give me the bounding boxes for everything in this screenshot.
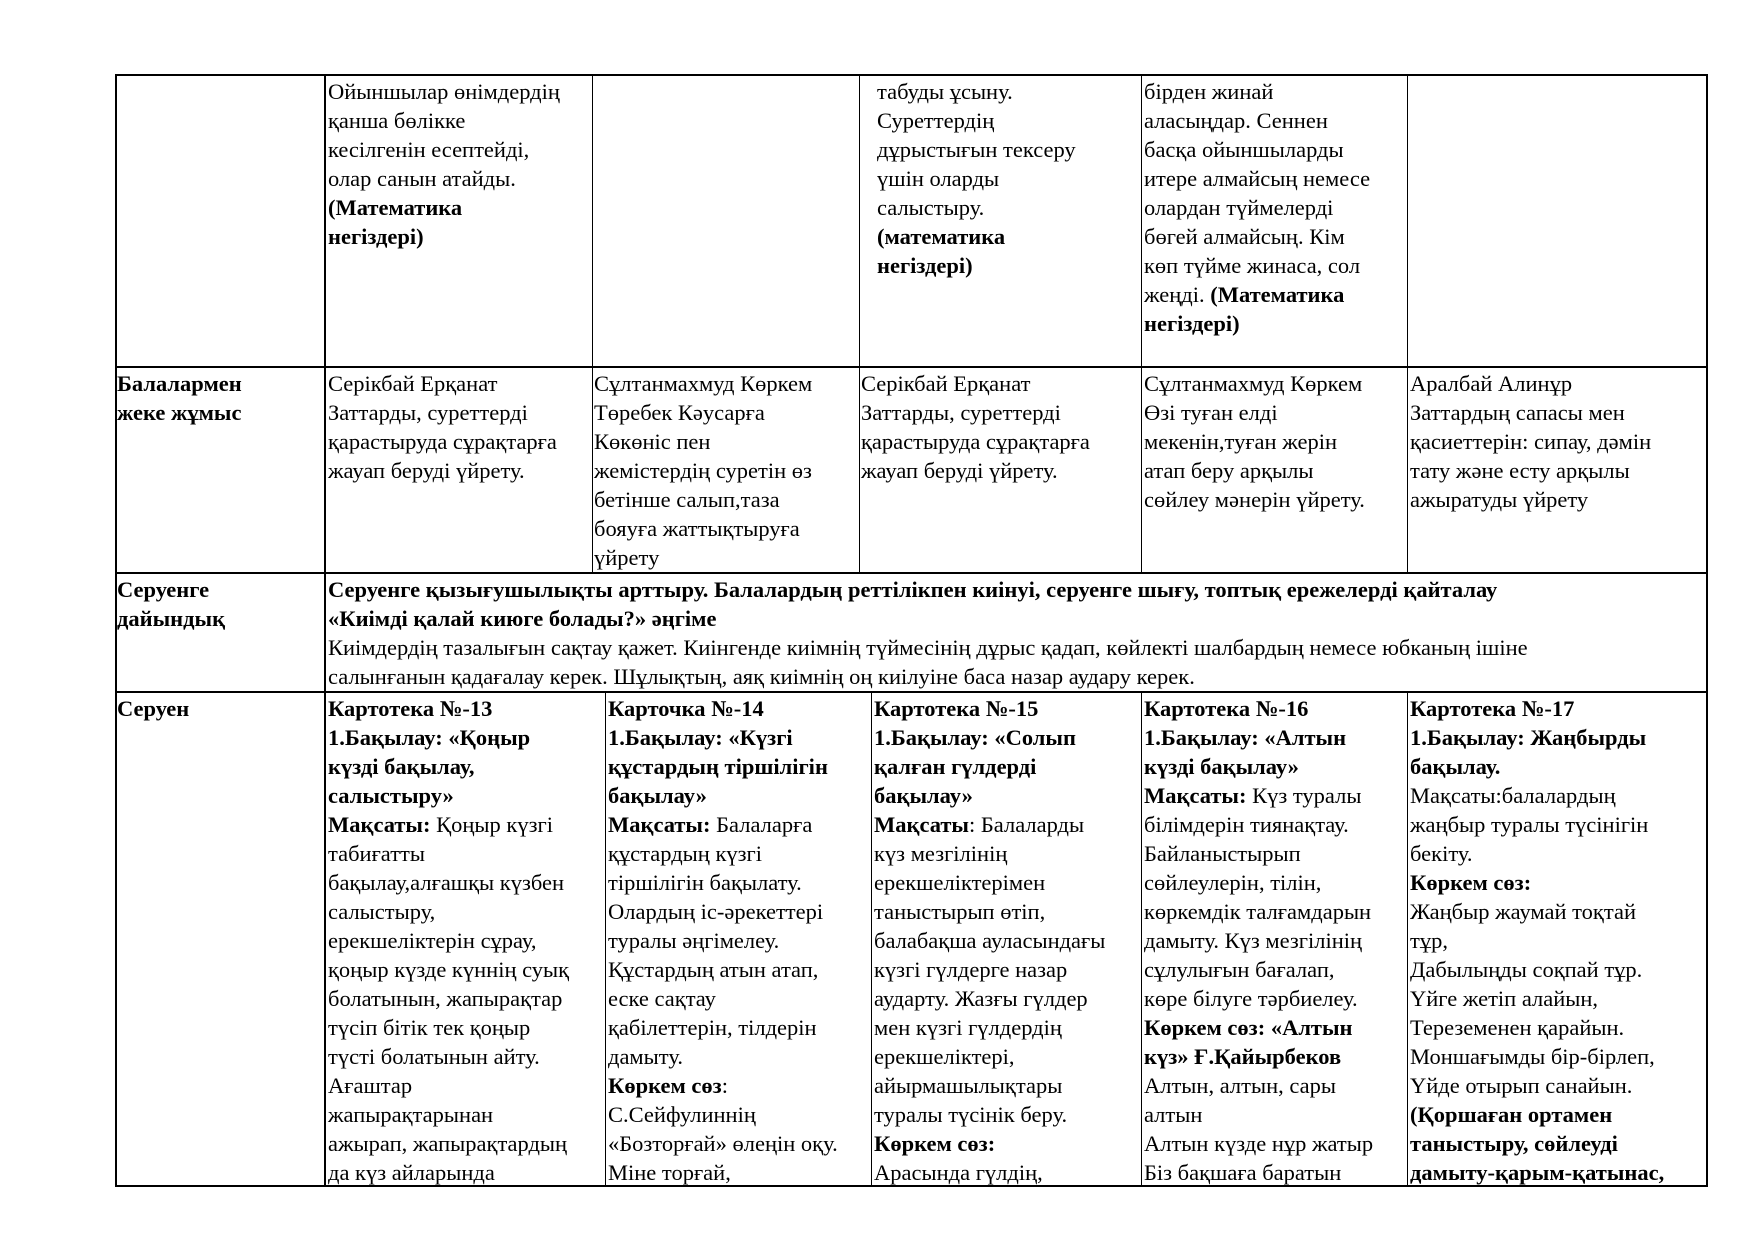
text-line: таныстыру, сөйлеуді — [1410, 1131, 1618, 1156]
text-line: қалған гүлдерді — [874, 754, 1037, 779]
text-line: да күз айларында — [328, 1160, 495, 1185]
text-line: күзгі гүлдерге назар — [874, 957, 1068, 982]
text-line: Ойыншылар өнімдердің — [328, 79, 560, 104]
text-line: Заттардың сапасы мен — [1410, 400, 1625, 425]
text-line: мекенін,туған жерін — [1144, 429, 1337, 454]
text-line: «Бозторғай» өлеңін оқу. — [608, 1131, 838, 1156]
walk-prep-talk-title: «Киімді қалай киюге болады?» әңгіме — [328, 606, 717, 631]
column-divider — [1141, 692, 1142, 1186]
walk-prep-text-line: Киімдердің тазалығын сақтау қажет. Киінгенде киімнің түймесінің дұрыс қадап, көйлекті шалбардың немесе юбканың ішіне — [328, 635, 1528, 660]
text-line: салыстыру, — [328, 899, 436, 924]
text-line: олардан түймелерді — [1144, 195, 1334, 220]
text-line: ажыратуды үйрету — [1410, 487, 1589, 512]
column-divider — [859, 74, 860, 573]
text-line: дамыту. — [608, 1044, 683, 1069]
text-line: сұлулығын бағалап, — [1144, 957, 1335, 982]
text-line: бақылау,алғашқы күзбен — [328, 870, 565, 895]
text-line: С.Сейфулиннің — [608, 1102, 756, 1127]
text-line: бірден жинай — [1144, 79, 1274, 104]
table-border-right — [1706, 74, 1708, 1187]
text-line: Алтын күзде нұр жатыр — [1144, 1131, 1374, 1156]
text-line: қоңыр күзде күннің суық — [328, 957, 570, 982]
row-label-line: Балалармен — [117, 371, 242, 396]
text-line: Карточка №-14 — [608, 696, 764, 721]
text-line: жапырақтарынан — [328, 1102, 494, 1127]
text-line: түсті болатынын айту. — [328, 1044, 540, 1069]
text-line: 1.Бақылау: «Қоңыр — [328, 725, 531, 750]
text-line: күз мезгілінің — [874, 841, 1008, 866]
text-line: Моншағымды бір-бірлеп, — [1410, 1044, 1655, 1069]
text-line: аласыңдар. Сеннен — [1144, 108, 1328, 133]
column-divider — [871, 692, 872, 1186]
text-fragment: Күз туралы — [1246, 783, 1362, 808]
text-line: салыстыру. — [877, 195, 985, 220]
text-line: Картотека №-15 — [874, 696, 1039, 721]
text-line — [874, 810, 1105, 839]
row-label-line: жеке жұмыс — [117, 400, 242, 425]
row-divider — [115, 572, 1708, 574]
text-line: бетінше салып,таза — [594, 487, 780, 512]
text-line: (Қоршаған ортамен — [1410, 1102, 1613, 1127]
text-line: Аралбай Алинұр — [1410, 371, 1573, 396]
text-line: Серікбай Ерқанат — [328, 371, 498, 396]
text-line: алтын — [1144, 1102, 1203, 1127]
text-fragment: Балаларға — [710, 812, 813, 837]
text-line: қарастыруда сұрақтарға — [861, 429, 1090, 454]
row3-merged-text — [328, 575, 1528, 691]
text-line: Арасында гүлдің, — [874, 1160, 1043, 1185]
text-line: Ағаштар — [328, 1073, 413, 1098]
text-line: көп түйме жинаса, сол — [1144, 253, 1361, 278]
text-line: итере алмайсың немесе — [1144, 166, 1371, 191]
text-line: Олардың іс-әрекеттері — [608, 899, 824, 924]
text-line: Көркем сөз: «Алтын — [1144, 1015, 1353, 1040]
text-line: бояуға жаттықтыруға — [594, 516, 800, 541]
text-line: ерекшеліктері, — [874, 1044, 1015, 1069]
text-line: табуды ұсыну. — [877, 79, 1013, 104]
text-fragment: : — [721, 1073, 728, 1098]
text-fragment: : Балаларды — [969, 812, 1085, 837]
row2-col2-text — [328, 369, 557, 485]
text-line: негіздері) — [1144, 311, 1240, 336]
text-line: Картотека №-17 — [1410, 696, 1575, 721]
text-line: Өзі туған елді — [1144, 400, 1278, 425]
text-line: құстардың күзгі — [608, 841, 762, 866]
row4-col6-text — [1410, 694, 1664, 1187]
text-line: қарастыруда сұрақтарға — [328, 429, 557, 454]
row1-col4-text — [877, 77, 1076, 280]
text-line — [608, 810, 838, 839]
text-line: негіздері) — [328, 224, 424, 249]
text-line: Картотека №-13 — [328, 696, 493, 721]
text-line: қанша бөлікке — [328, 108, 466, 133]
text-fragment: Қоңыр күзгі — [430, 812, 553, 837]
row-label-walk-prep — [117, 575, 225, 633]
column-divider — [1407, 692, 1408, 1186]
text-line: Көркем сөз: — [874, 1131, 996, 1156]
text-line: Жаңбыр жаумай тоқтай — [1410, 899, 1636, 924]
walk-prep-goal: Серуенге қызығушылықты арттыру. Балалардың реттілікпен киінуі, серуенге шығу, топтық ережелерді қайталау — [328, 577, 1498, 602]
text-line: басқа ойыншыларды — [1144, 137, 1344, 162]
text-fragment: (Математика — [1210, 282, 1345, 307]
text-line: қабілеттерін, тілдерін — [608, 1015, 817, 1040]
text-line: күз» Ғ.Қайырбеков — [1144, 1044, 1342, 1069]
column-divider — [592, 74, 593, 573]
text-line: кесілгенін есептейді, — [328, 137, 530, 162]
row-label-line: Серуенге — [117, 577, 210, 602]
text-line: ерекшеліктерімен — [874, 870, 1046, 895]
text-line: бекіту. — [1410, 841, 1473, 866]
text-fragment: Мақсаты: — [608, 812, 711, 837]
text-line: еске сақтау — [608, 986, 716, 1011]
text-line: Суреттердің — [877, 108, 995, 133]
column-divider — [1407, 74, 1408, 573]
text-line: Құстардың атын атап, — [608, 957, 819, 982]
text-line: Міне торғай, — [608, 1160, 731, 1185]
text-line: сөйлеу мәнерін үйрету. — [1144, 487, 1365, 512]
text-line: болатынын, жапырақтар — [328, 986, 563, 1011]
text-line: дамыту-қарым-қатынас, — [1410, 1160, 1665, 1185]
row-label-line: Серуен — [117, 696, 190, 721]
text-line: құстардың тіршілігін — [608, 754, 828, 779]
row-divider — [115, 366, 1708, 368]
column-divider — [605, 692, 606, 1186]
text-line: Үйде отырып санайын. — [1410, 1073, 1633, 1098]
text-line: таныстырып өтіп, — [874, 899, 1046, 924]
text-line: негіздері) — [877, 253, 973, 278]
text-line: Дабылыңды соқпай тұр. — [1410, 957, 1643, 982]
text-line: жауап беруді үйрету. — [861, 458, 1058, 483]
text-line: олар санын атайды. — [328, 166, 516, 191]
row4-col2-text — [328, 694, 569, 1187]
row4-col5-text — [1144, 694, 1373, 1187]
text-line: дұрыстығын тексеру — [877, 137, 1076, 162]
text-line: тұр, — [1410, 928, 1448, 953]
text-fragment: Мақсаты: — [1144, 783, 1247, 808]
text-line: ажырап, жапырақтардың — [328, 1131, 568, 1156]
text-line: ерекшеліктерін сұрау, — [328, 928, 537, 953]
text-line: 1.Бақылау: «Күзгі — [608, 725, 793, 750]
text-line: Мақсаты:балалардың — [1410, 783, 1616, 808]
text-fragment: Мақсаты: — [328, 812, 431, 837]
row2-col6-text — [1410, 369, 1651, 514]
text-line: үйрету — [594, 545, 660, 570]
text-line: Байланыстырып — [1144, 841, 1301, 866]
text-line: жаңбыр туралы түсінігін — [1410, 812, 1649, 837]
text-line: Алтын, алтын, сары — [1144, 1073, 1336, 1098]
column-divider — [1141, 74, 1142, 573]
text-line — [1144, 280, 1370, 309]
text-line: Төребек Кәусарға — [594, 400, 765, 425]
text-line: атап беру арқылы — [1144, 458, 1314, 483]
row4-col4-text — [874, 694, 1105, 1187]
text-line: салыстыру» — [328, 783, 454, 808]
text-line: қасиеттерін: сипау, дәмін — [1410, 429, 1652, 454]
text-line: Тереземенен қарайын. — [1410, 1015, 1625, 1040]
text-line: бақылау» — [608, 783, 707, 808]
text-line: үшін оларды — [877, 166, 1000, 191]
row2-col3-text — [594, 369, 812, 572]
text-line: көре білуге тәрбиелеу. — [1144, 986, 1358, 1011]
text-line: күзді бақылау, — [328, 754, 475, 779]
text-line: 1.Бақылау: Жаңбырды — [1410, 725, 1647, 750]
text-line: Үйге жетіп алайын, — [1410, 986, 1599, 1011]
text-fragment: жеңді. — [1144, 282, 1211, 307]
text-line: Заттарды, суреттерді — [861, 400, 1061, 425]
text-fragment: Көркем сөз — [608, 1073, 722, 1098]
text-line — [328, 810, 569, 839]
text-line: сөйлеулерін, тілін, — [1144, 870, 1322, 895]
column-divider — [324, 74, 326, 1187]
text-line: Сұлтанмахмуд Көркем — [594, 371, 813, 396]
schedule-table — [115, 74, 1708, 1187]
row4-col3-text — [608, 694, 838, 1187]
text-line: Көкөніс пен — [594, 429, 711, 454]
text-line: Заттарды, суреттерді — [328, 400, 528, 425]
text-line: бақылау. — [1410, 754, 1501, 779]
text-line: табиғатты — [328, 841, 425, 866]
text-line: айырмашылықтары — [874, 1073, 1063, 1098]
text-line: 1.Бақылау: «Солып — [874, 725, 1076, 750]
text-line: балабақша ауласындағы — [874, 928, 1106, 953]
text-line: бөгей алмайсың. Кім — [1144, 224, 1345, 249]
text-line: аударту. Жазғы гүлдер — [874, 986, 1088, 1011]
row2-col4-text — [861, 369, 1090, 485]
row-divider — [115, 691, 1708, 693]
text-line: көркемдік талғамдарын — [1144, 899, 1372, 924]
text-line: жауап беруді үйрету. — [328, 458, 525, 483]
walk-prep-text-line: салынғанын қадағалау керек. Шұлықтың, аяқ киімнің оң киілуіне баса назар аудару керек. — [328, 664, 1195, 689]
text-line: Сұлтанмахмуд Көркем — [1144, 371, 1363, 396]
text-line: дамыту. Күз мезгілінің — [1144, 928, 1363, 953]
text-line: 1.Бақылау: «Алтын — [1144, 725, 1347, 750]
text-line: (Математика — [328, 195, 463, 220]
text-line: (математика — [877, 224, 1006, 249]
row1-col2-text — [328, 77, 560, 251]
text-line: бақылау» — [874, 783, 973, 808]
text-line: білімдерін тиянақтау. — [1144, 812, 1349, 837]
text-line: түсіп бітік тек қоңыр — [328, 1015, 531, 1040]
row-label-walk — [117, 694, 189, 723]
text-line — [608, 1071, 838, 1100]
text-line: тату және есту арқылы — [1410, 458, 1630, 483]
row1-col5-text — [1144, 77, 1370, 338]
row-label-line: дайындық — [117, 606, 226, 631]
text-line: туралы әңгімелеу. — [608, 928, 780, 953]
text-line — [1144, 781, 1373, 810]
text-line: тіршілігін бақылату. — [608, 870, 802, 895]
row-label-individual-work — [117, 369, 242, 427]
text-line: жемістердің суретін өз — [594, 458, 812, 483]
text-line: Серікбай Ерқанат — [861, 371, 1031, 396]
table-border-top — [115, 74, 1708, 76]
text-line: мен күзгі гүлдердің — [874, 1015, 1062, 1040]
text-line: күзді бақылау» — [1144, 754, 1299, 779]
text-fragment: Мақсаты — [874, 812, 969, 837]
text-line: Біз бақшаға баратын — [1144, 1160, 1342, 1185]
row2-col5-text — [1144, 369, 1365, 514]
text-line: туралы түсінік беру. — [874, 1102, 1068, 1127]
text-line: Картотека №-16 — [1144, 696, 1309, 721]
text-line: Көркем сөз: — [1410, 870, 1532, 895]
